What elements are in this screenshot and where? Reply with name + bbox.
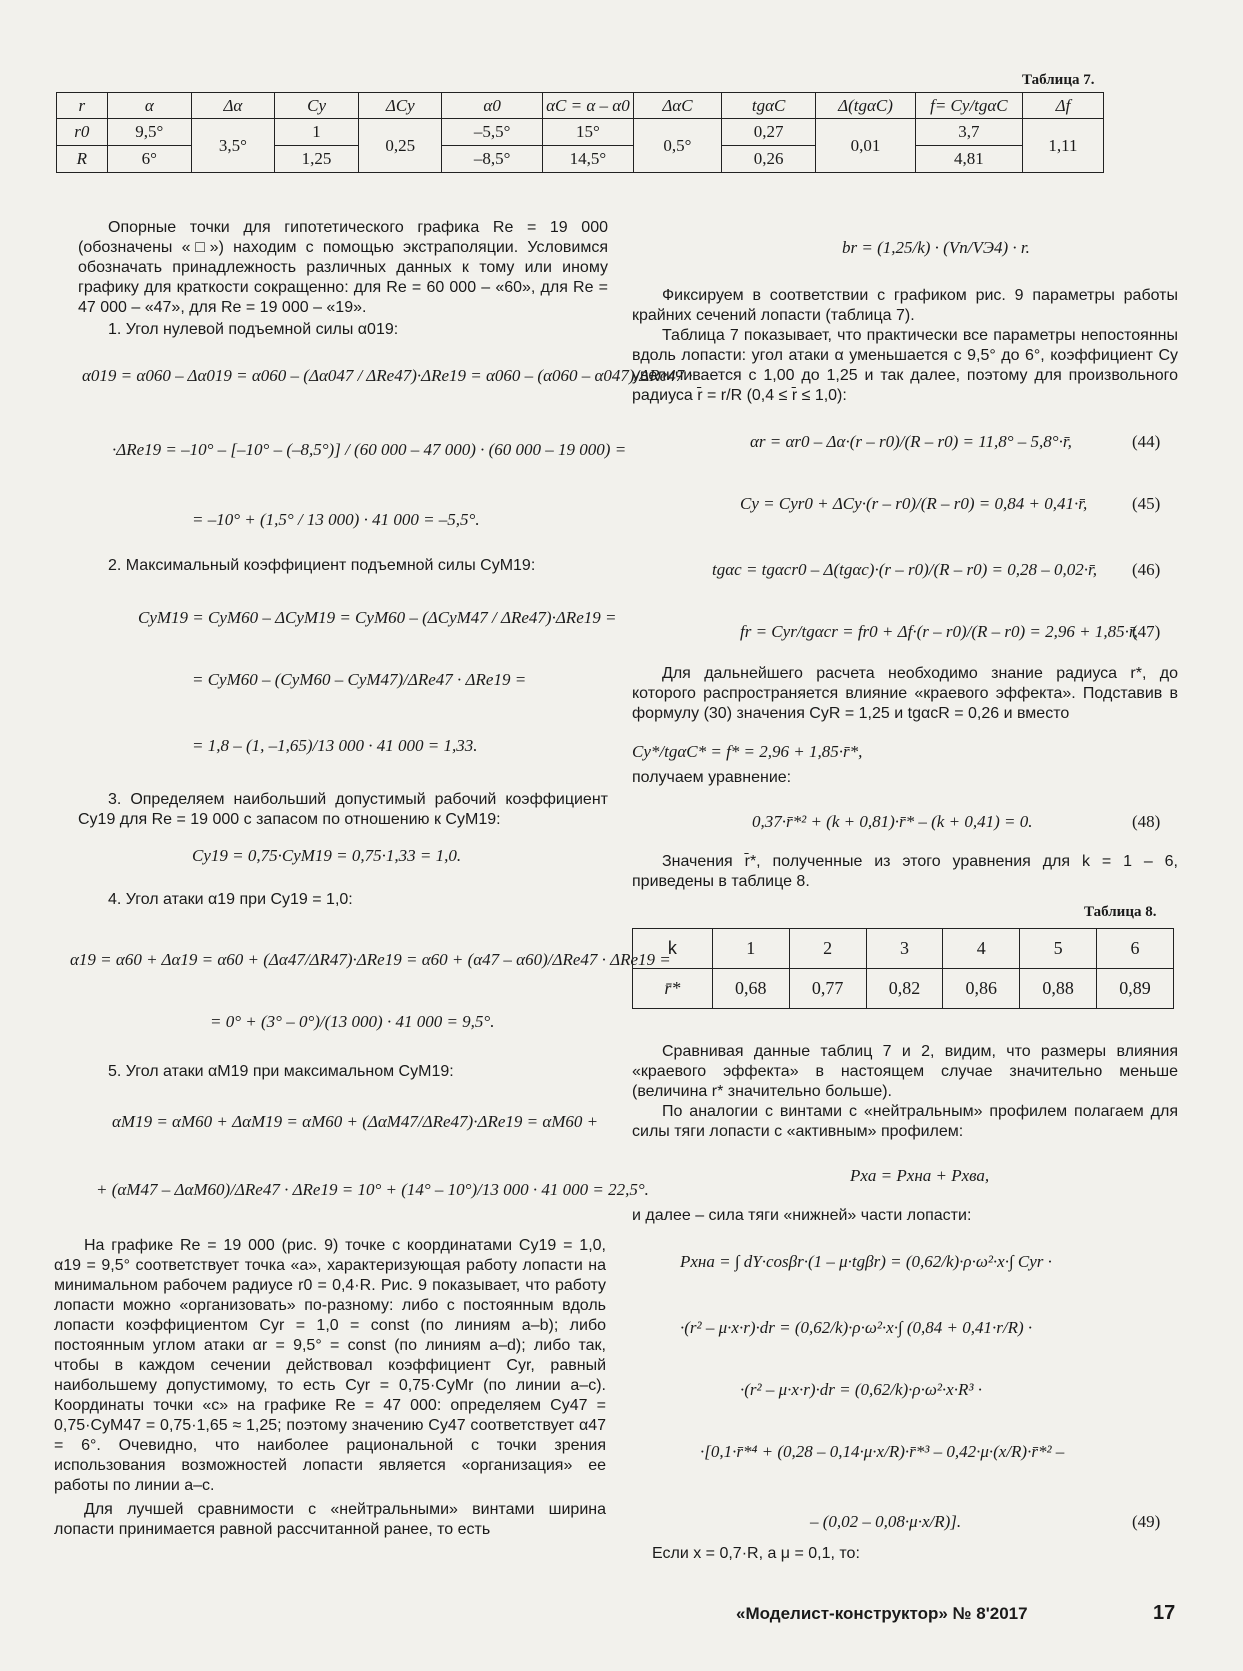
table8-k-row <box>633 929 1174 969</box>
table-cell: 4 <box>943 929 1020 969</box>
table-cell: 6° <box>107 146 191 173</box>
paragraph-if: Если x = 0,7·R, а μ = 0,1, то: <box>652 1545 860 1562</box>
equation-number: (45) <box>1132 494 1161 513</box>
item5-heading <box>78 1062 608 1082</box>
table-cell: 14,5° <box>543 146 634 173</box>
equation-46: tgαc = tgαcr0 – Δ(tgαc)·(r – r0)/(R – r0) = 0,28 – 0,02·r̄, <box>712 560 1098 579</box>
paragraph-get: получаем уравнение: <box>632 769 792 786</box>
equation-number: (46) <box>1132 560 1161 579</box>
paragraph-table7: Таблица 7 показывает, что практически все параметры непостоянны вдоль лопасти: угол атаки α уменьшается с 9,5° до 6°, коэффициент Cy увеличивается с 1,00 до 1,25 и так далее, поэтому для произвольного радиуса r̄ = r/R (0,4 ≤ r̄ ≤ 1,0): <box>632 327 1178 404</box>
paragraph-intro: Опорные точки для гипотетического графика Re = 19 000 (обозначены «□») находим с помощью экстраполяции. Условимся обозначать принадлежность различных данных к тому или иному графику для краткости сокращенно: для Re = 60 000 – «60», для Re = 47 000 – «47», для Re = 19 000 – «19». <box>78 219 608 316</box>
table-cell: 0,77 <box>789 969 866 1009</box>
equation-number: (44) <box>1132 432 1161 451</box>
item4-text: 4. Угол атаки α19 при Cy19 = 1,0: <box>108 891 353 908</box>
table-cell: 0,86 <box>943 969 1020 1009</box>
table-cell: 0,25 <box>359 119 442 173</box>
equation: = 0° + (3° – 0°)/(13 000) · 41 000 = 9,5°. <box>210 1012 495 1031</box>
item4-heading <box>78 890 608 910</box>
paragraph-radius-block <box>632 664 1178 724</box>
equation: + (αM47 – ΔαM60)/ΔRe47 · ΔRe19 = 10° + (14° – 10°)/13 000 · 41 000 = 22,5°. <box>96 1180 649 1199</box>
table7-header-cell: Cy <box>274 93 359 119</box>
table-cell: 0,89 <box>1097 969 1174 1009</box>
table7-header-row <box>57 93 1104 119</box>
paragraph-radius: Для дальнейшего расчета необходимо знание радиуса r*, до которого распространяется влияние «краевого эффекта». Подставив в формулу (30) значения CyR = 1,25 и tgαcR = 0,26 и вместо <box>632 665 1178 722</box>
table-cell: k <box>633 929 713 969</box>
table-cell: 0,68 <box>712 969 789 1009</box>
page-number: 17 <box>1153 1602 1176 1624</box>
equation-44: αr = αr0 – Δα·(r – r0)/(R – r0) = 11,8° – 5,8°·r̄, <box>750 432 1072 451</box>
table-cell: 9,5° <box>107 119 191 146</box>
equation-br: br = (1,25/k) · (Vп/VЭ4) · r. <box>842 238 1030 257</box>
equation: = CyM60 – (CyM60 – CyM47)/ΔRe47 · ΔRe19 = <box>192 670 527 689</box>
equation-number: (48) <box>1132 812 1161 831</box>
table-cell: 3,5° <box>192 119 275 173</box>
equation: α019 = α060 – Δα019 = α060 – (Δα047 / ΔRe47)·ΔRe19 = α060 – (α060 – α047)/ΔRe47 · <box>82 366 693 385</box>
equation-45: Cy = Cyr0 + ΔCy·(r – r0)/(R – r0) = 0,84 + 0,41·r̄, <box>740 494 1088 513</box>
table7-header-cell: ΔCy <box>359 93 442 119</box>
table-cell: 2 <box>789 929 866 969</box>
item5-text: 5. Угол атаки αM19 при максимальном CyM19: <box>108 1063 454 1080</box>
left-column-bottom <box>54 1236 606 1540</box>
right-column-mid <box>632 1042 1178 1142</box>
table7-header-cell: ΔαC <box>633 93 721 119</box>
table7-header-cell: Δ(tgαC) <box>816 93 916 119</box>
table-row <box>57 119 1104 146</box>
table-cell: 3,7 <box>915 119 1022 146</box>
table8-caption: Таблица 8. <box>1084 904 1157 920</box>
table-cell: 0,27 <box>722 119 816 146</box>
table-cell: 4,81 <box>915 146 1022 173</box>
equation: ·ΔRe19 = –10° – [–10° – (–8,5°)] / (60 000 – 47 000) · (60 000 – 19 000) = <box>112 440 627 459</box>
equation: = 1,8 – (1, –1,65)/13 000 · 41 000 = 1,33. <box>192 736 478 755</box>
table-cell: r0 <box>57 119 108 146</box>
item2-text: 2. Максимальный коэффициент подъемной силы CyM19: <box>108 557 536 574</box>
equation: = –10° + (1,5° / 13 000) · 41 000 = –5,5°. <box>192 510 480 529</box>
table8 <box>632 928 1174 1009</box>
table-cell: 0,26 <box>722 146 816 173</box>
table-cell: 6 <box>1097 929 1174 969</box>
equation: αM19 = αM60 + ΔαM19 = αM60 + (ΔαM47/ΔRe47)·ΔRe19 = αM60 + <box>112 1112 599 1131</box>
table-cell: 1,25 <box>274 146 359 173</box>
table-cell: 0,5° <box>633 119 721 173</box>
table-cell: 15° <box>543 119 634 146</box>
equation-49: ·(r² – μ·x·r)·dr = (0,62/k)·ρ·ω²·x·∫ (0,84 + 0,41·r/R) · <box>680 1318 1033 1337</box>
table7-header-cell: Δf <box>1022 93 1103 119</box>
table-cell: 0,01 <box>816 119 916 173</box>
paragraph-vals: Значения r̄*, полученные из этого уравнения для k = 1 – 6, приведены в таблице 8. <box>632 853 1178 890</box>
paragraph-vals-block <box>632 852 1178 892</box>
table7 <box>56 92 1104 173</box>
equation-47: fr = Cyr/tgαcr = fr0 + Δf·(r – r0)/(R – r0) = 2,96 + 1,85·r̄, <box>740 622 1138 641</box>
equation-49: Pxнa = ∫ dY·cosβr·(1 – μ·tgβr) = (0,62/k)·ρ·ω²·x·∫ Cyr · <box>680 1252 1052 1271</box>
table-cell: 1 <box>274 119 359 146</box>
table-cell: 0,88 <box>1020 969 1097 1009</box>
paragraph-lower: и далее – сила тяги «нижней» части лопасти: <box>632 1207 972 1224</box>
equation-number: (47) <box>1132 622 1161 641</box>
equation-49: ·(r² – μ·x·r)·dr = (0,62/k)·ρ·ω²·x·R³ · <box>740 1380 982 1399</box>
item3-text: 3. Определяем наибольший допустимый рабочий коэффициент Cy19 для Re = 19 000 с запасом по отношению к CyM19: <box>78 791 608 828</box>
equation-number: (49) <box>1132 1512 1161 1531</box>
equation-49: ·[0,1·r̄*⁴ + (0,28 – 0,14·μ·x/R)·r̄*³ – 0,42·μ·(x/R)·r̄*² – <box>700 1442 1065 1461</box>
table7-header-cell: r <box>57 93 108 119</box>
paragraph-compare: Сравнивая данные таблиц 7 и 2, видим, что размеры влияния «краевого эффекта» в настоящем случае значительно меньше (величина r* значительно больше). <box>632 1043 1178 1100</box>
paragraph-width: Для лучшей сравнимости с «нейтральными» винтами ширина лопасти принимается равной рассчитанной ранее, то есть <box>54 1501 606 1538</box>
table-cell: R <box>57 146 108 173</box>
table-cell: –5,5° <box>442 119 543 146</box>
left-column <box>78 218 608 340</box>
table7-caption: Таблица 7. <box>1022 72 1095 88</box>
item3-block <box>78 790 608 830</box>
equation-pa: Pxa = Pxнa + Pxва, <box>850 1166 990 1185</box>
paragraph-graph: На графике Re = 19 000 (рис. 9) точке с координатами Cy19 = 1,0, α19 = 9,5° соответствует точка «а», характеризующая работу лопасти на минимальном рабочем радиусе r0 = 0,4·R. Рис. 9 показывает, что работу лопасти можно «организовать» по-разному: либо с постоянным вдоль лопасти коэффициентом Cyr = 1,0 = const (по линиям а–b); либо постоянным углом атаки αr = 9,5° = const (по линиям а–d); либо так, чтобы в каждом сечении действовал коэффициент Cyr, равный наибольшему допустимому, то есть Cyr = 0,75·CyMr (по линии а–c). Координаты точки «с» на графике Re = 47 000: определяем Cy47 = 0,75·CyM47 = 0,75·1,65 ≈ 1,25; поэтому значению Cy47 соответствует α47 = 6°. Очевидно, что наиболее рациональной с точки зрения использования возможностей лопасти является «организация» ее работы по линии а–с. <box>54 1237 606 1494</box>
journal-footer: «Моделист-конструктор» № 8'2017 <box>736 1604 1028 1623</box>
paragraph-fix: Фиксируем в соответствии с графиком рис. 9 параметры работы крайних сечений лопасти (таблица 7). <box>632 287 1178 324</box>
table-cell: 5 <box>1020 929 1097 969</box>
equation-48: 0,37·r̄*² + (k + 0,81)·r̄* – (k + 0,41) = 0. <box>752 812 1033 831</box>
table7-header-cell: f= Cy/tgαC <box>915 93 1022 119</box>
equation: α19 = α60 + Δα19 = α60 + (Δα47/ΔR47)·ΔRe19 = α60 + (α47 – α60)/ΔRe47 · ΔRe19 = <box>70 950 671 969</box>
table-cell: 3 <box>866 929 943 969</box>
equation-cy: Cy*/tgαC* = f* = 2,96 + 1,85·r̄*, <box>632 742 863 761</box>
table8-r-row <box>633 969 1174 1009</box>
paragraph-analog: По аналогии с винтами с «нейтральным» профилем полагаем для силы тяги лопасти с «активным» профилем: <box>632 1103 1178 1140</box>
right-column-top <box>632 286 1178 406</box>
table-cell: r̄* <box>633 969 713 1009</box>
equation-49: – (0,02 – 0,08·μ·x/R)]. <box>810 1512 962 1531</box>
table7-header-cell: tgαC <box>722 93 816 119</box>
table-cell: 0,82 <box>866 969 943 1009</box>
table7-header-cell: αC = α – α0 <box>543 93 634 119</box>
paragraph-get-block <box>632 768 1178 788</box>
item2-heading <box>78 556 608 576</box>
table7-header-cell: α0 <box>442 93 543 119</box>
table-cell: 1,11 <box>1022 119 1103 173</box>
paragraph-if-block <box>652 1544 1172 1564</box>
equation: Cy19 = 0,75·CyM19 = 0,75·1,33 = 1,0. <box>192 846 462 865</box>
table-cell: –8,5° <box>442 146 543 173</box>
paragraph-lower-block <box>632 1206 1178 1226</box>
equation: CyM19 = CyM60 – ΔCyM19 = CyM60 – (ΔCyM47 / ΔRe47)·ΔRe19 = <box>138 608 617 627</box>
table-cell: 1 <box>712 929 789 969</box>
table7-header-cell: α <box>107 93 191 119</box>
item1-heading: 1. Угол нулевой подъемной силы α019: <box>108 321 399 338</box>
table7-header-cell: Δα <box>192 93 275 119</box>
